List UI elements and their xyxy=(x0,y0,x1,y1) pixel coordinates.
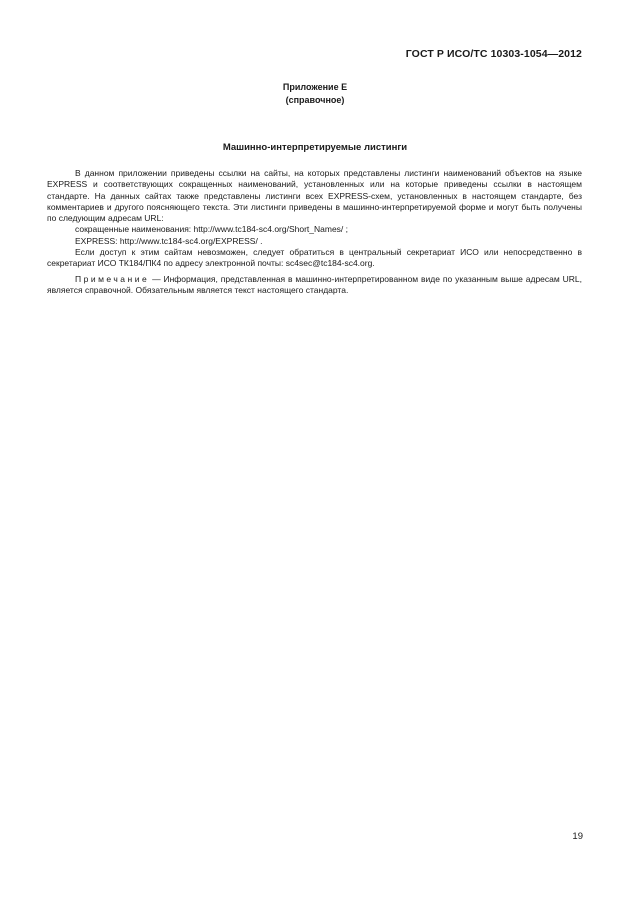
note-text: — Информация, представленная в машинно-интерпретированном виде по указанным выше адресам URL, является справочной. Обязательным является текст настоящего стандарта. xyxy=(47,273,582,295)
page-number: 19 xyxy=(572,831,583,842)
appendix-heading xyxy=(0,81,630,107)
url-short-names: сокращенные наименования: http://www.tc184-sc4.org/Short_Names/ ; xyxy=(75,224,349,235)
section-title: Машинно-интерпретируемые листинги xyxy=(222,142,408,153)
document-id-header: ГОСТ Р ИСО/ТС 10303-1054—2012 xyxy=(405,48,582,60)
appendix-label: Приложение Е xyxy=(282,82,348,92)
appendix-type: (справочное) xyxy=(285,95,345,105)
contact-paragraph: Если доступ к этим сайтам невозможен, следует обратиться в центральный секретариат ИСО или непосредственно в секретариат ИСО ТК184/ПК4 по адресу электронной почты: sc4sec@tc184-sc4.org. xyxy=(47,247,582,269)
url-express: EXPRESS: http://www.tc184-sc4.org/EXPRESS/ . xyxy=(75,235,263,246)
intro-paragraph: В данном приложении приведены ссылки на сайты, на которых представлены листинги наименований объектов на языке EXPRESS и соответствующих сокращенных наименований, установленных или на которые приведены ссылки в настоящем стандарте. На данных сайтах также представлены листинги всех EXPRESS-схем, установленных в настоящем стандарте, без комментариев и другого поясняющего текста. Эти листинги приведены в машинно-интерпретируемой форме и могут быть получены по следующим адресам URL: xyxy=(47,168,582,224)
note-label: Примечание xyxy=(75,273,150,284)
document-body xyxy=(47,168,582,296)
note-paragraph xyxy=(47,274,582,297)
